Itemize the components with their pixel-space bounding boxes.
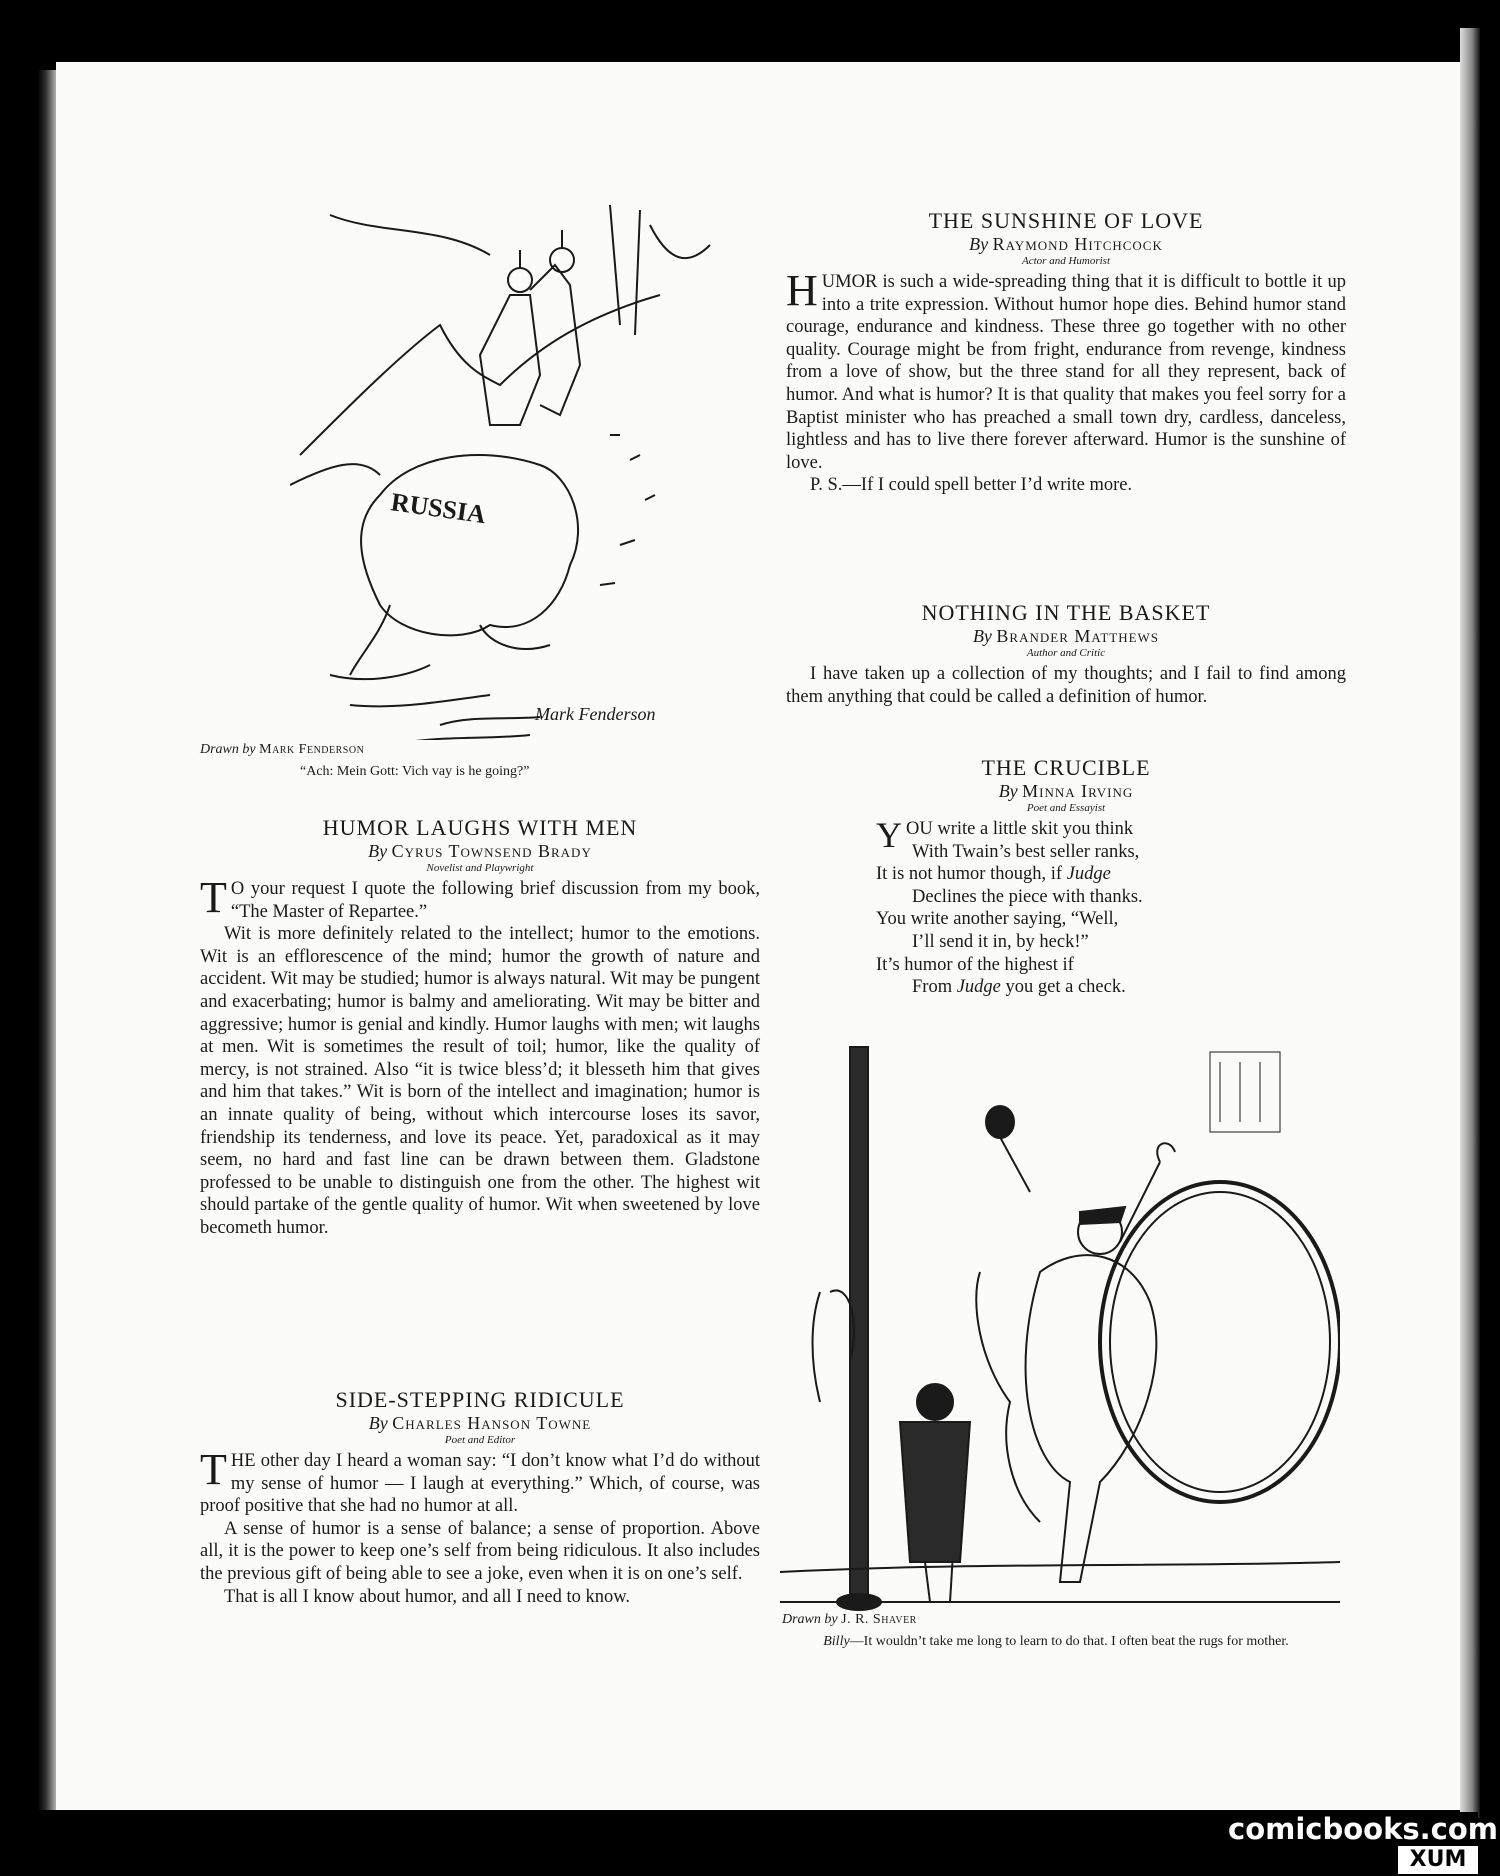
article-crucible [786,755,1346,999]
dropcap: T [200,1445,227,1494]
article-paragraph: H UMOR is such a wide-spreading thing that it is difficult to bottle it up into a trite expression. Without humor hope dies. Behind humor stand courage, endurance and kindness. These three go together with no other quality. Courage might be from fright, endurance from revenge, kindness from a love of show, but the three stand for all they represent, back of humor. And what is humor? It is that quality that makes you feel sorry for a Baptist minister who has preached a small town dry, cardless, danceless, lightless and has to live there forever afterward. Humor is the sunshine of love. [786,266,1346,473]
top-cartoon-credit-block [200,742,760,780]
article-side-stepping [200,1387,760,1608]
article-paragraph: T O your request I quote the following brief discussion from my book, “The Master of Repartee.” [200,873,760,922]
article-title: THE SUNSHINE OF LOVE [928,208,1204,233]
article-author: Brander Matthews [996,626,1160,646]
postscript: P. S.—If I could spell better I’d write more. [810,475,1133,496]
page-edge-left [38,70,58,1810]
article-paragraph: A sense of humor is a sense of balance; a sense of proportion. Above all, it is the power to keep one’s self from being ridiculous. It also includes the previous gift of being able to see a joke, even when it is on one’s self. [200,1518,760,1584]
author-role: Poet and Editor [444,1434,516,1446]
author-role: Poet and Essayist [1026,802,1106,814]
artist-signature: Mark Fenderson [535,704,656,724]
russia-bear-cartoon [290,205,720,740]
article-sunshine [786,208,1346,497]
poem-line: I’ll send it in, by heck!” [912,931,1089,952]
page-edge-right [1460,28,1480,1818]
top-cartoon-credit [200,742,760,758]
author-role: Actor and Humorist [1022,255,1110,267]
drummer-cartoon [780,1042,1340,1612]
watermark-badge: XUM [1398,1846,1478,1874]
russia-label: RUSSIA [389,487,488,530]
article-title: NOTHING IN THE BASKET [921,600,1211,625]
poem-line: It is not humor though, if Judge [876,864,1111,885]
dropcap: Y [876,815,902,855]
article-paragraph: I have taken up a collection of my thoughts; and I fail to find among them anything that could be called a definition of humor. [786,664,1346,707]
author-role: Author and Critic [1026,647,1106,659]
article-paragraph: That is all I know about humor, and all I need to know. [224,1586,630,1607]
site-watermark: comicbooks.com [1228,1812,1498,1846]
poem-line: It’s humor of the highest if [876,954,1074,975]
credit-artist: Mark Fenderson [259,742,365,757]
article-byline: By Charles Hanson Towne [368,1413,592,1433]
article-humor-laughs [200,815,760,1240]
article-byline: By Minna Irving [998,781,1134,801]
dropcap: H [786,266,818,315]
dropcap: T [200,873,227,922]
caption-speaker: Billy [823,1634,850,1649]
top-cartoon-caption: “Ach: Mein Gott: Vich vay is he going?” [300,764,530,779]
article-title: SIDE-STEPPING RIDICULE [335,1387,625,1412]
article-paragraph: Wit is more definitely related to the intellect; humor to the emotions. Wit is an efflorescence of the mind; humor the growth of nature and accident. Wit may be studied; humor is always natural. Wit may be pungent and exacerbating; humor is balmy and ameliorating. Wit may be bitter and aggressive; humor is genial and kindly. Humor laughs with men; wit laughs at men. Wit is sometimes the result of toil; humor, like the quality of mercy, is not strained. Also “it is twice bless’d; it blesseth him that gives and him that takes.” Wit is born of the intellect and imagination; humor is an innate quality of being, without which intercourse loses its savor, friendship its tenderness, and love its peace. Yet, paradoxical as it may seem, no hard and fast line can be drawn between them. Gladstone professed to be unable to distinguish one from the other. The highest wit should partake of the gentle quality of humor. Wit when sweetened by love becometh humor. [200,924,760,1238]
article-paragraph: T HE other day I heard a woman say: “I don’t know what I’d do without my sense of humor — I laugh at everything.” Which, of course, was proof positive that she had no humor at all. [200,1445,760,1517]
article-byline: By Raymond Hitchcock [969,234,1163,254]
credit-artist: J. R. Shaver [841,1612,917,1627]
article-basket [786,600,1346,708]
credit-prefix: Drawn by [782,1612,838,1627]
poem-line: From Judge you get a check. [912,977,1126,998]
article-title: THE CRUCIBLE [981,755,1151,780]
author-role: Novelist and Playwright [426,862,534,874]
bottom-cartoon-credit [782,1612,1342,1628]
article-byline: By Cyrus Townsend Brady [368,841,592,861]
article-author: Raymond Hitchcock [992,234,1163,254]
credit-prefix: Drawn by [200,742,256,757]
poem-line: YOU write a little skit you think [876,815,1134,855]
article-title: HUMOR LAUGHS WITH MEN [322,815,638,840]
poem [876,815,1346,999]
drummer-cartoon-drawing [780,1042,1340,1612]
poem-line: Declines the piece with thanks. [912,886,1143,907]
article-author: Charles Hanson Towne [392,1413,592,1433]
poem-line: You write another saying, “Well, [876,909,1119,930]
article-author: Minna Irving [1022,781,1134,801]
article-author: Cyrus Townsend Brady [391,841,592,861]
russia-cartoon-drawing [290,205,720,740]
poem-line: With Twain’s best seller ranks, [912,841,1140,862]
article-byline: By Brander Matthews [972,626,1160,646]
bottom-cartoon-caption: Billy—It wouldn’t take me long to learn to do that. I often beat the rugs for mother. [823,1634,1289,1649]
bottom-cartoon-credit-block [782,1612,1342,1650]
